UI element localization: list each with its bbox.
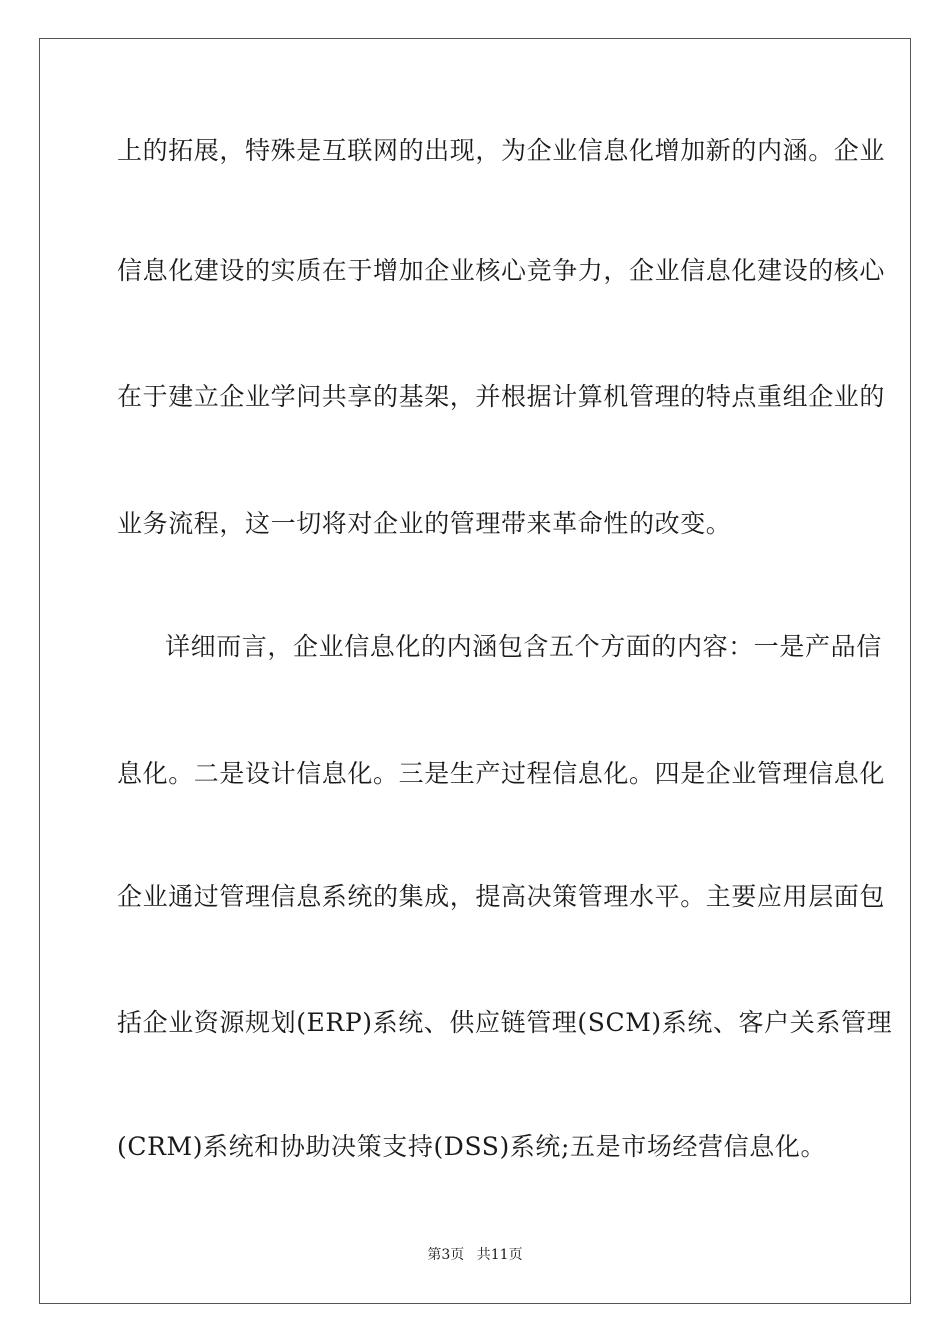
body-line: 括企业资源规划(ERP)系统、供应链管理(SCM)系统、客户关系管理 bbox=[117, 1008, 893, 1037]
body-line: 在于建立企业学问共享的基架，并根据计算机管理的特点重组企业的 bbox=[117, 382, 886, 411]
body-line: 业务流程，这一切将对企业的管理带来革命性的改变。 bbox=[117, 509, 732, 538]
body-line: 上的拓展，特殊是互联网的出现，为企业信息化增加新的内涵。企业 bbox=[117, 136, 886, 165]
page-footer bbox=[0, 1246, 950, 1264]
body-line: 信息化建设的实质在于增加企业核心竞争力，企业信息化建设的核心 bbox=[117, 256, 886, 285]
page-border bbox=[39, 38, 911, 1304]
body-line: 企业通过管理信息系统的集成，提高决策管理水平。主要应用层面包 bbox=[117, 882, 886, 911]
page-number: 第3页 bbox=[427, 1247, 465, 1263]
body-line: (CRM)系统和协助决策支持(DSS)系统;五是市场经营信息化。 bbox=[117, 1132, 827, 1161]
body-line: 息化。二是设计信息化。三是生产过程信息化。四是企业管理信息化 bbox=[117, 759, 886, 788]
page-total: 共11页 bbox=[476, 1247, 523, 1263]
paragraph-first-line: 详细而言，企业信息化的内涵包含五个方面的内容：一是产品信 bbox=[165, 632, 882, 661]
